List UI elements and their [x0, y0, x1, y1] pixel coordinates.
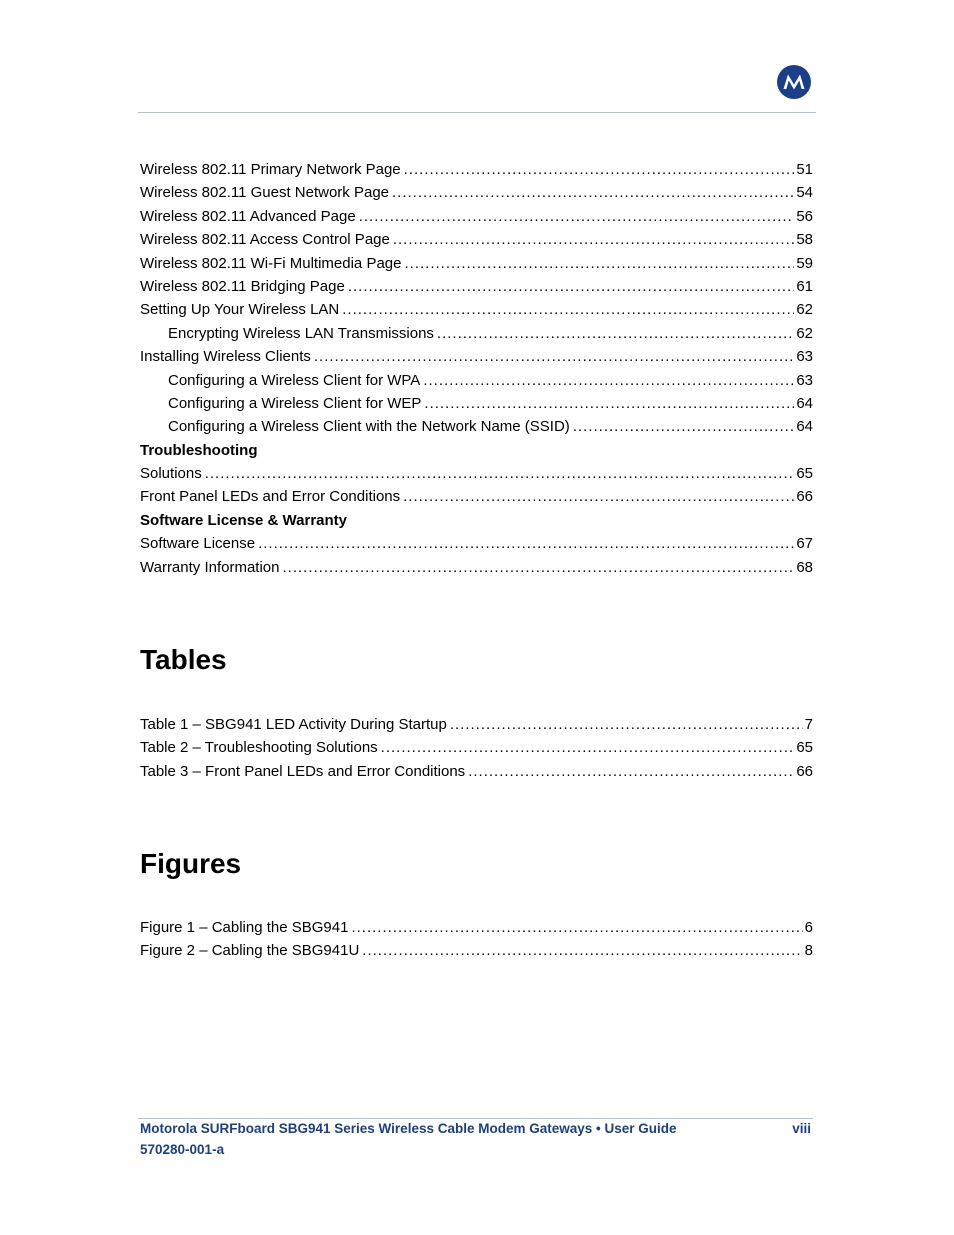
toc-dot-leader [381, 736, 795, 759]
footer-document-title: Motorola SURFboard SBG941 Series Wireless Cable Modem Gateways • User Guide [140, 1121, 677, 1136]
toc-entry-page: 62 [796, 324, 813, 342]
toc-entry-label: Warranty Information [140, 558, 280, 576]
toc-entry-label: Configuring a Wireless Client with the Network Name (SSID) [168, 418, 570, 436]
toc-dot-leader [403, 485, 794, 508]
tables-list [140, 713, 813, 783]
toc-entry[interactable] [140, 345, 813, 368]
footer-rule [138, 1118, 813, 1119]
toc-dot-leader [404, 252, 794, 275]
toc-entry[interactable] [140, 713, 813, 736]
toc-entry-label: Configuring a Wireless Client for WEP [168, 394, 422, 412]
toc-entry-page: 66 [796, 762, 813, 780]
toc-dot-leader [404, 158, 795, 181]
tables-section-title: Tables [140, 644, 227, 675]
toc-dot-leader [424, 392, 794, 415]
toc-entry[interactable] [140, 181, 813, 204]
toc-entry-label: Figure 2 – Cabling the SBG941U [140, 942, 360, 960]
toc-entry-label: Configuring a Wireless Client for WPA [168, 371, 421, 389]
toc-entry[interactable] [140, 415, 813, 438]
toc-entry[interactable] [140, 916, 813, 939]
toc-entry[interactable] [140, 532, 813, 555]
toc-entry[interactable] [140, 485, 813, 508]
toc-entry[interactable] [140, 462, 813, 485]
toc-entry-page: 65 [796, 739, 813, 757]
toc-entry-label: Software License [140, 535, 256, 553]
toc-entry-page: 56 [796, 207, 813, 225]
toc-entry-label: Installing Wireless Clients [140, 348, 311, 366]
toc-entry-label: Table 3 – Front Panel LEDs and Error Conditions [140, 762, 466, 780]
toc-entry-label: Solutions [140, 465, 202, 483]
toc-dot-leader [258, 532, 794, 555]
toc-entry-label: Setting Up Your Wireless LAN [140, 301, 340, 319]
toc-entry[interactable] [140, 158, 813, 181]
toc-entry-label: Wireless 802.11 Access Control Page [140, 231, 390, 249]
toc-entry-page: 63 [796, 348, 813, 366]
toc-section-heading: Software License & Warranty [140, 511, 348, 529]
toc-dot-leader [393, 228, 794, 251]
toc-entry-label: Table 1 – SBG941 LED Activity During Startup [140, 716, 447, 733]
toc-entry-label: Wireless 802.11 Bridging Page [140, 277, 345, 295]
toc-entry-page: 59 [796, 254, 813, 272]
toc-dot-leader [283, 556, 795, 579]
figures-list [140, 916, 813, 963]
toc-entry[interactable] [140, 252, 813, 275]
toc-entry[interactable] [140, 736, 813, 759]
toc-entry-label: Front Panel LEDs and Error Conditions [140, 488, 401, 506]
toc-entry-label: Wireless 802.11 Wi-Fi Multimedia Page [140, 254, 402, 272]
toc-dot-leader [351, 916, 802, 939]
toc-entry-label: Wireless 802.11 Guest Network Page [140, 184, 390, 202]
toc-dot-leader [450, 713, 803, 736]
header-rule [138, 112, 816, 113]
toc-entry-label: Encrypting Wireless LAN Transmissions [168, 324, 434, 342]
toc-entry[interactable] [140, 556, 813, 579]
toc-entry-page: 65 [796, 465, 813, 483]
footer-page-number: viii [792, 1121, 811, 1136]
toc-entry-label: Figure 1 – Cabling the SBG941 [140, 919, 349, 936]
footer-document-number: 570280-001-a [140, 1142, 225, 1157]
motorola-logo-icon [777, 65, 811, 99]
toc-dot-leader [573, 415, 795, 438]
toc-entry-label: Wireless 802.11 Primary Network Page [140, 161, 401, 178]
toc-entry-page: 61 [796, 277, 813, 295]
toc-section-heading: Troubleshooting [140, 441, 258, 459]
toc-entry-page: 51 [796, 161, 813, 178]
toc-dot-leader [423, 369, 794, 392]
toc-entry[interactable] [140, 298, 813, 321]
toc-entry-page: 54 [796, 184, 813, 202]
toc-entry-page: 64 [796, 394, 813, 412]
toc-entry-page: 67 [796, 535, 813, 553]
toc-dot-leader [359, 205, 795, 228]
toc-entry-label: Wireless 802.11 Advanced Page [140, 207, 356, 225]
toc-entry-page: 63 [796, 371, 813, 389]
toc-entry-label: Table 2 – Troubleshooting Solutions [140, 739, 378, 757]
toc-entry-page: 66 [796, 488, 813, 506]
toc-entry-page: 62 [796, 301, 813, 319]
toc-main-list [140, 158, 813, 579]
toc-entry[interactable] [140, 228, 813, 251]
toc-entry-page: 7 [804, 716, 813, 733]
toc-entry[interactable] [140, 369, 813, 392]
toc-entry[interactable] [140, 205, 813, 228]
toc-entry[interactable] [140, 322, 813, 345]
toc-dot-leader [362, 939, 802, 962]
toc-dot-leader [314, 345, 794, 368]
toc-entry[interactable] [140, 760, 813, 783]
toc-dot-leader [392, 181, 794, 204]
toc-entry[interactable] [140, 392, 813, 415]
toc-dot-leader [205, 462, 795, 485]
toc-dot-leader [468, 760, 794, 783]
toc-entry[interactable] [140, 939, 813, 962]
toc-entry-page: 8 [804, 942, 813, 960]
toc-entry-page: 64 [796, 418, 813, 436]
figures-section-title: Figures [140, 848, 242, 879]
toc-entry-page: 58 [796, 231, 813, 249]
toc-entry-page: 68 [796, 558, 813, 576]
toc-dot-leader [348, 275, 794, 298]
toc-dot-leader [437, 322, 794, 345]
toc-dot-leader [342, 298, 794, 321]
toc-entry-page: 6 [804, 919, 813, 936]
toc-entry[interactable] [140, 275, 813, 298]
